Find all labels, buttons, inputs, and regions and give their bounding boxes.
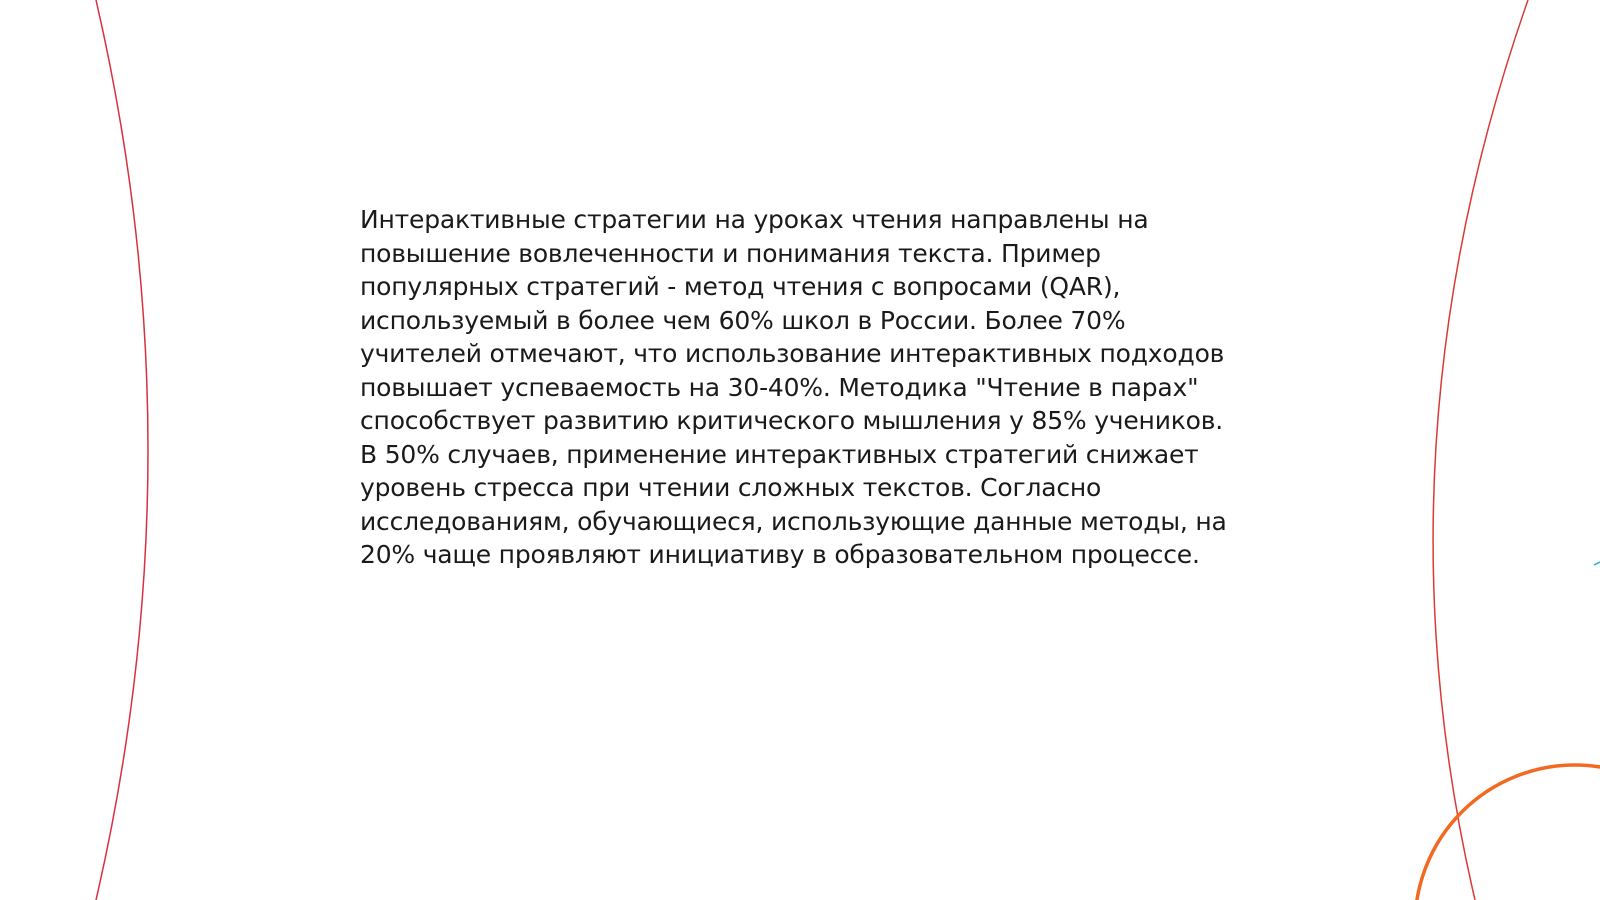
edge-accent-mark xyxy=(1594,562,1600,565)
body-paragraph: Интерактивные стратегии на уроках чтения направлены на повышение вовлеченности и понимания текста. Пример популярных стратегий - метод чтения с вопросами (QAR), используемый в более чем 60% школ в России. Более 70% учителей отмечают, что использование интерактивных подходов повышает успеваемость на 30-40%. Методика "Чтение в парах" способствует развитию критического мышления у 85% учеников. В 50% случаев, применение интерактивных стратегий снижает уровень стресса при чтении сложных текстов. Согласно исследованиям, обучающиеся, использующие данные методы, на 20% чаще проявляют инициативу в образовательном процессе. xyxy=(360,205,1227,569)
left-arc-line xyxy=(96,0,148,900)
corner-circle-outline xyxy=(1415,765,1600,900)
right-arc-line xyxy=(1433,0,1528,900)
